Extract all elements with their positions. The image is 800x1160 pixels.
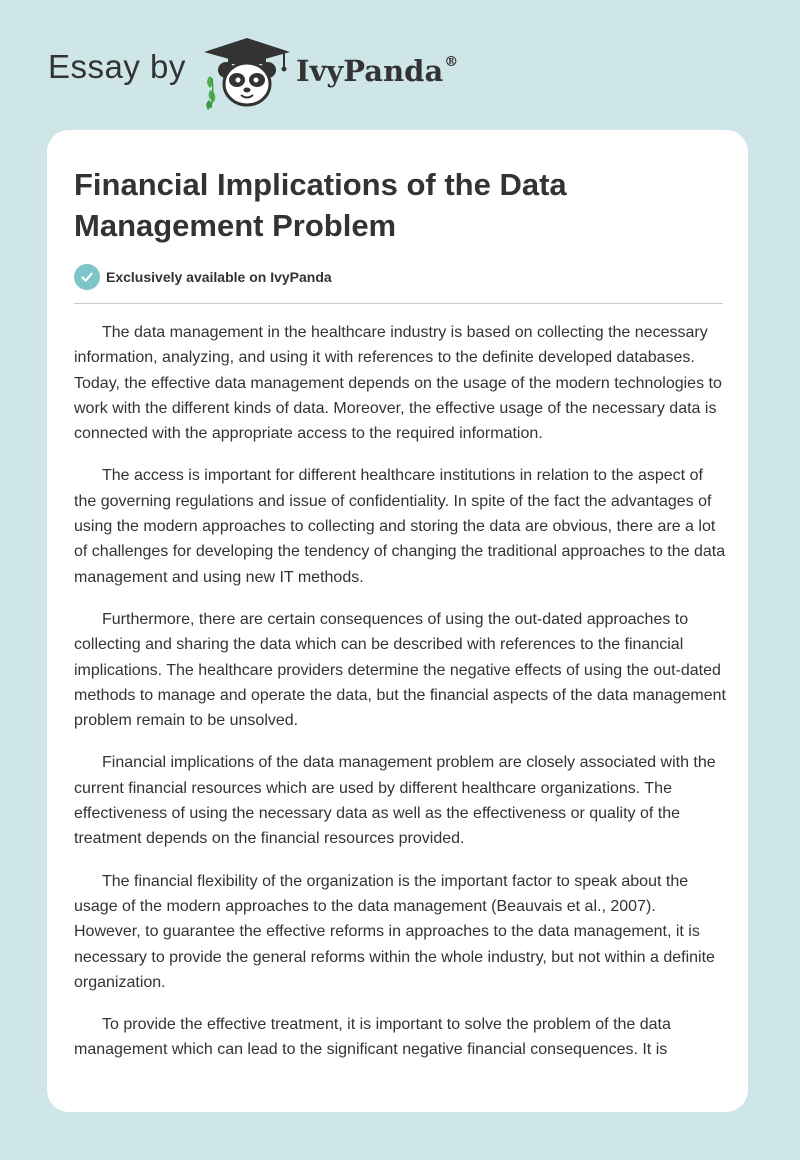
paragraph: Furthermore, there are certain consequences of using the out-dated approaches to collecting and sharing the data which can be described with references to the financial implications. The healthcare providers determine the negative effects of using the out-dated methods to manage and operate the data, but the financial aspects of the data management problem remain to be unsolved. xyxy=(74,610,726,730)
brand-name[interactable] xyxy=(296,54,458,88)
essay-by-label: Essay by xyxy=(48,48,186,85)
essay-card xyxy=(47,130,748,1112)
site-header xyxy=(0,0,800,130)
brand-name-text: IvyPanda xyxy=(296,54,444,88)
paragraph: The financial flexibility of the organization is the important factor to speak about the usage of the modern approaches to the data management (Beauvais et al., 2007). However, to guarantee the effective reforms in approaches to the data management, it is necessary to provide the general reforms within the whole industry, but not within a definite organization. xyxy=(74,872,715,991)
page-title: Financial Implications of the Data Management Problem xyxy=(74,167,567,243)
paragraph: To provide the effective treatment, it is important to solve the problem of the data management which can lead to the significant negative financial consequences. It is xyxy=(74,1016,671,1059)
check-icon xyxy=(74,264,100,290)
title-divider xyxy=(74,303,723,304)
registered-mark: ® xyxy=(444,54,459,71)
essay-body xyxy=(74,320,726,1080)
paragraph: The access is important for different healthcare institutions in relation to the aspect of the governing regulations and issue of confidentiality. In spite of the fact the advantages of using the modern approaches to collecting and storing the data are obvious, there are a lot of challenges for developing the tendency of changing the traditional approaches to the data management and using new IT methods. xyxy=(74,467,726,586)
exclusive-label: Exclusively available on IvyPanda xyxy=(106,268,332,285)
paragraph: Financial implications of the data management problem are closely associated with the current financial resources which are used by different healthcare organizations. The effectiveness of using the necessary data as well as the effectiveness or quality of the treatment depends on the financial resources provided. xyxy=(74,754,716,848)
exclusive-badge xyxy=(74,263,332,290)
paragraph: The data management in the healthcare industry is based on collecting the necessary information, analyzing, and using it with references to the definite developed databases. Today, the effective data management depends on the usage of the modern technologies to work with the different kinds of data. Moreover, the effective usage of the necessary data is connected with the appropriate access to the required information. xyxy=(74,324,722,443)
panda-graduate-logo-icon[interactable] xyxy=(200,36,294,110)
